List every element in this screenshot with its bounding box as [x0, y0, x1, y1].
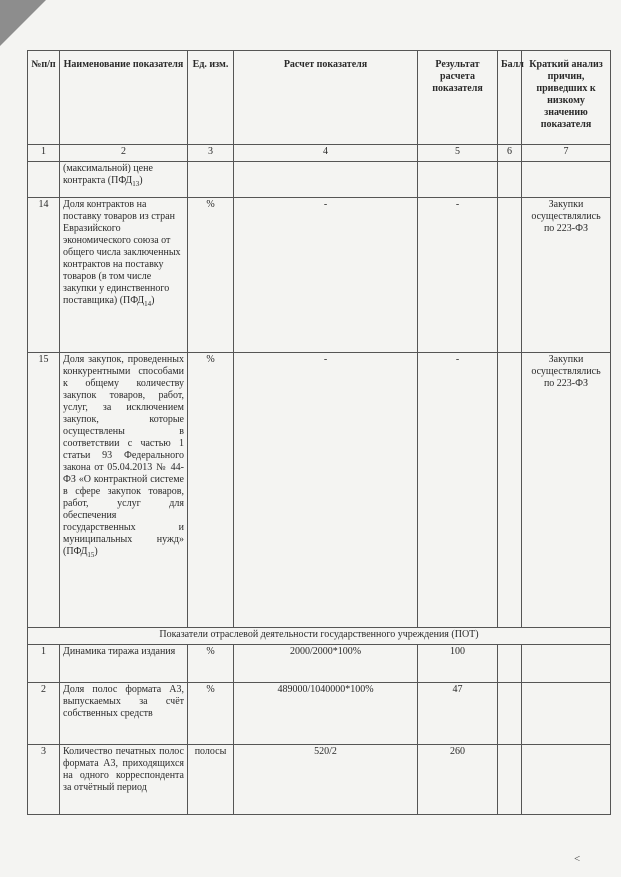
row-unit: %: [188, 645, 234, 683]
col-number: 6: [498, 145, 522, 162]
header-name: Наименование показателя: [60, 51, 188, 145]
row-analysis: Закупки осуществлялись по 223-ФЗ: [522, 198, 611, 353]
row-name: Количество печатных полос формата А3, приходящихся на одного корреспондента за отчётный период: [60, 745, 188, 815]
row-score: [498, 353, 522, 628]
row-num: 3: [28, 745, 60, 815]
row-name: (максимальной) цене контракта $(ПФД_{13})$: [60, 162, 188, 198]
row-name: Доля закупок, проведенных конкурентными способами к общему количеству закупок товаров, работ, услуг, за исключением закупок, которые осуществлены в соответствии с частью 1 статьи 93 Федерального закона от 05.04.2013 № 44-ФЗ «О контрактной системе в сфере закупок товаров, работ, услуг для обеспечения государственных и муниципальных нужд» $(ПФД_{15})$: [60, 353, 188, 628]
row-calc: 489000/1040000*100%: [234, 683, 418, 745]
row-calc: [234, 162, 418, 198]
row-analysis: [522, 162, 611, 198]
table-row: [28, 745, 611, 815]
table-row: [28, 353, 611, 628]
row-num: [28, 162, 60, 198]
header-row: [28, 51, 611, 145]
row-result: 47: [418, 683, 498, 745]
row-calc: -: [234, 353, 418, 628]
row-analysis: [522, 745, 611, 815]
header-score: Балл: [498, 51, 522, 145]
row-result: -: [418, 198, 498, 353]
row-calc: 520/2: [234, 745, 418, 815]
row-score: [498, 162, 522, 198]
row-num: 14: [28, 198, 60, 353]
row-analysis: [522, 683, 611, 745]
row-score: [498, 198, 522, 353]
row-num: 2: [28, 683, 60, 745]
row-name: Доля контрактов на поставку товаров из стран Евразийского экономического союза от общего числа заключенных контрактов на поставку товаров (в том числе закупки у единственного поставщика) $(ПФД_{14})$: [60, 198, 188, 353]
row-score: [498, 683, 522, 745]
row-num: 1: [28, 645, 60, 683]
header-analysis: Краткий анализ причин, приведших к низкому значению показателя: [522, 51, 611, 145]
row-result: 100: [418, 645, 498, 683]
row-name: Доля полос формата А3, выпускаемых за счёт собственных средств: [60, 683, 188, 745]
header-unit: Ед. изм.: [188, 51, 234, 145]
row-unit: полосы: [188, 745, 234, 815]
table-row: [28, 198, 611, 353]
row-unit: %: [188, 683, 234, 745]
row-analysis: Закупки осуществлялись по 223-ФЗ: [522, 353, 611, 628]
row-num: 15: [28, 353, 60, 628]
header-result: Результат расчета показателя: [418, 51, 498, 145]
row-result: [418, 162, 498, 198]
col-number: 7: [522, 145, 611, 162]
col-number: 3: [188, 145, 234, 162]
indicators-table: [27, 50, 611, 815]
header-num: №п/п: [28, 51, 60, 145]
col-number: 5: [418, 145, 498, 162]
row-calc: 2000/2000*100%: [234, 645, 418, 683]
col-number: 1: [28, 145, 60, 162]
section-row: [28, 628, 611, 645]
row-result: 260: [418, 745, 498, 815]
col-number: 4: [234, 145, 418, 162]
header-calc: Расчет показателя: [234, 51, 418, 145]
table-row: [28, 645, 611, 683]
page-corner-fold: [0, 0, 46, 46]
row-unit: %: [188, 198, 234, 353]
row-score: [498, 645, 522, 683]
table-row: [28, 162, 611, 198]
row-score: [498, 745, 522, 815]
row-analysis: [522, 645, 611, 683]
row-unit: %: [188, 353, 234, 628]
row-calc: -: [234, 198, 418, 353]
section-title: Показатели отраслевой деятельности государственного учреждения (ПОТ): [28, 628, 611, 645]
col-number: 2: [60, 145, 188, 162]
table-row: [28, 683, 611, 745]
row-result: -: [418, 353, 498, 628]
column-numbers-row: [28, 145, 611, 162]
row-unit: [188, 162, 234, 198]
page-mark: <: [574, 853, 581, 865]
row-name: Динамика тиража издания: [60, 645, 188, 683]
